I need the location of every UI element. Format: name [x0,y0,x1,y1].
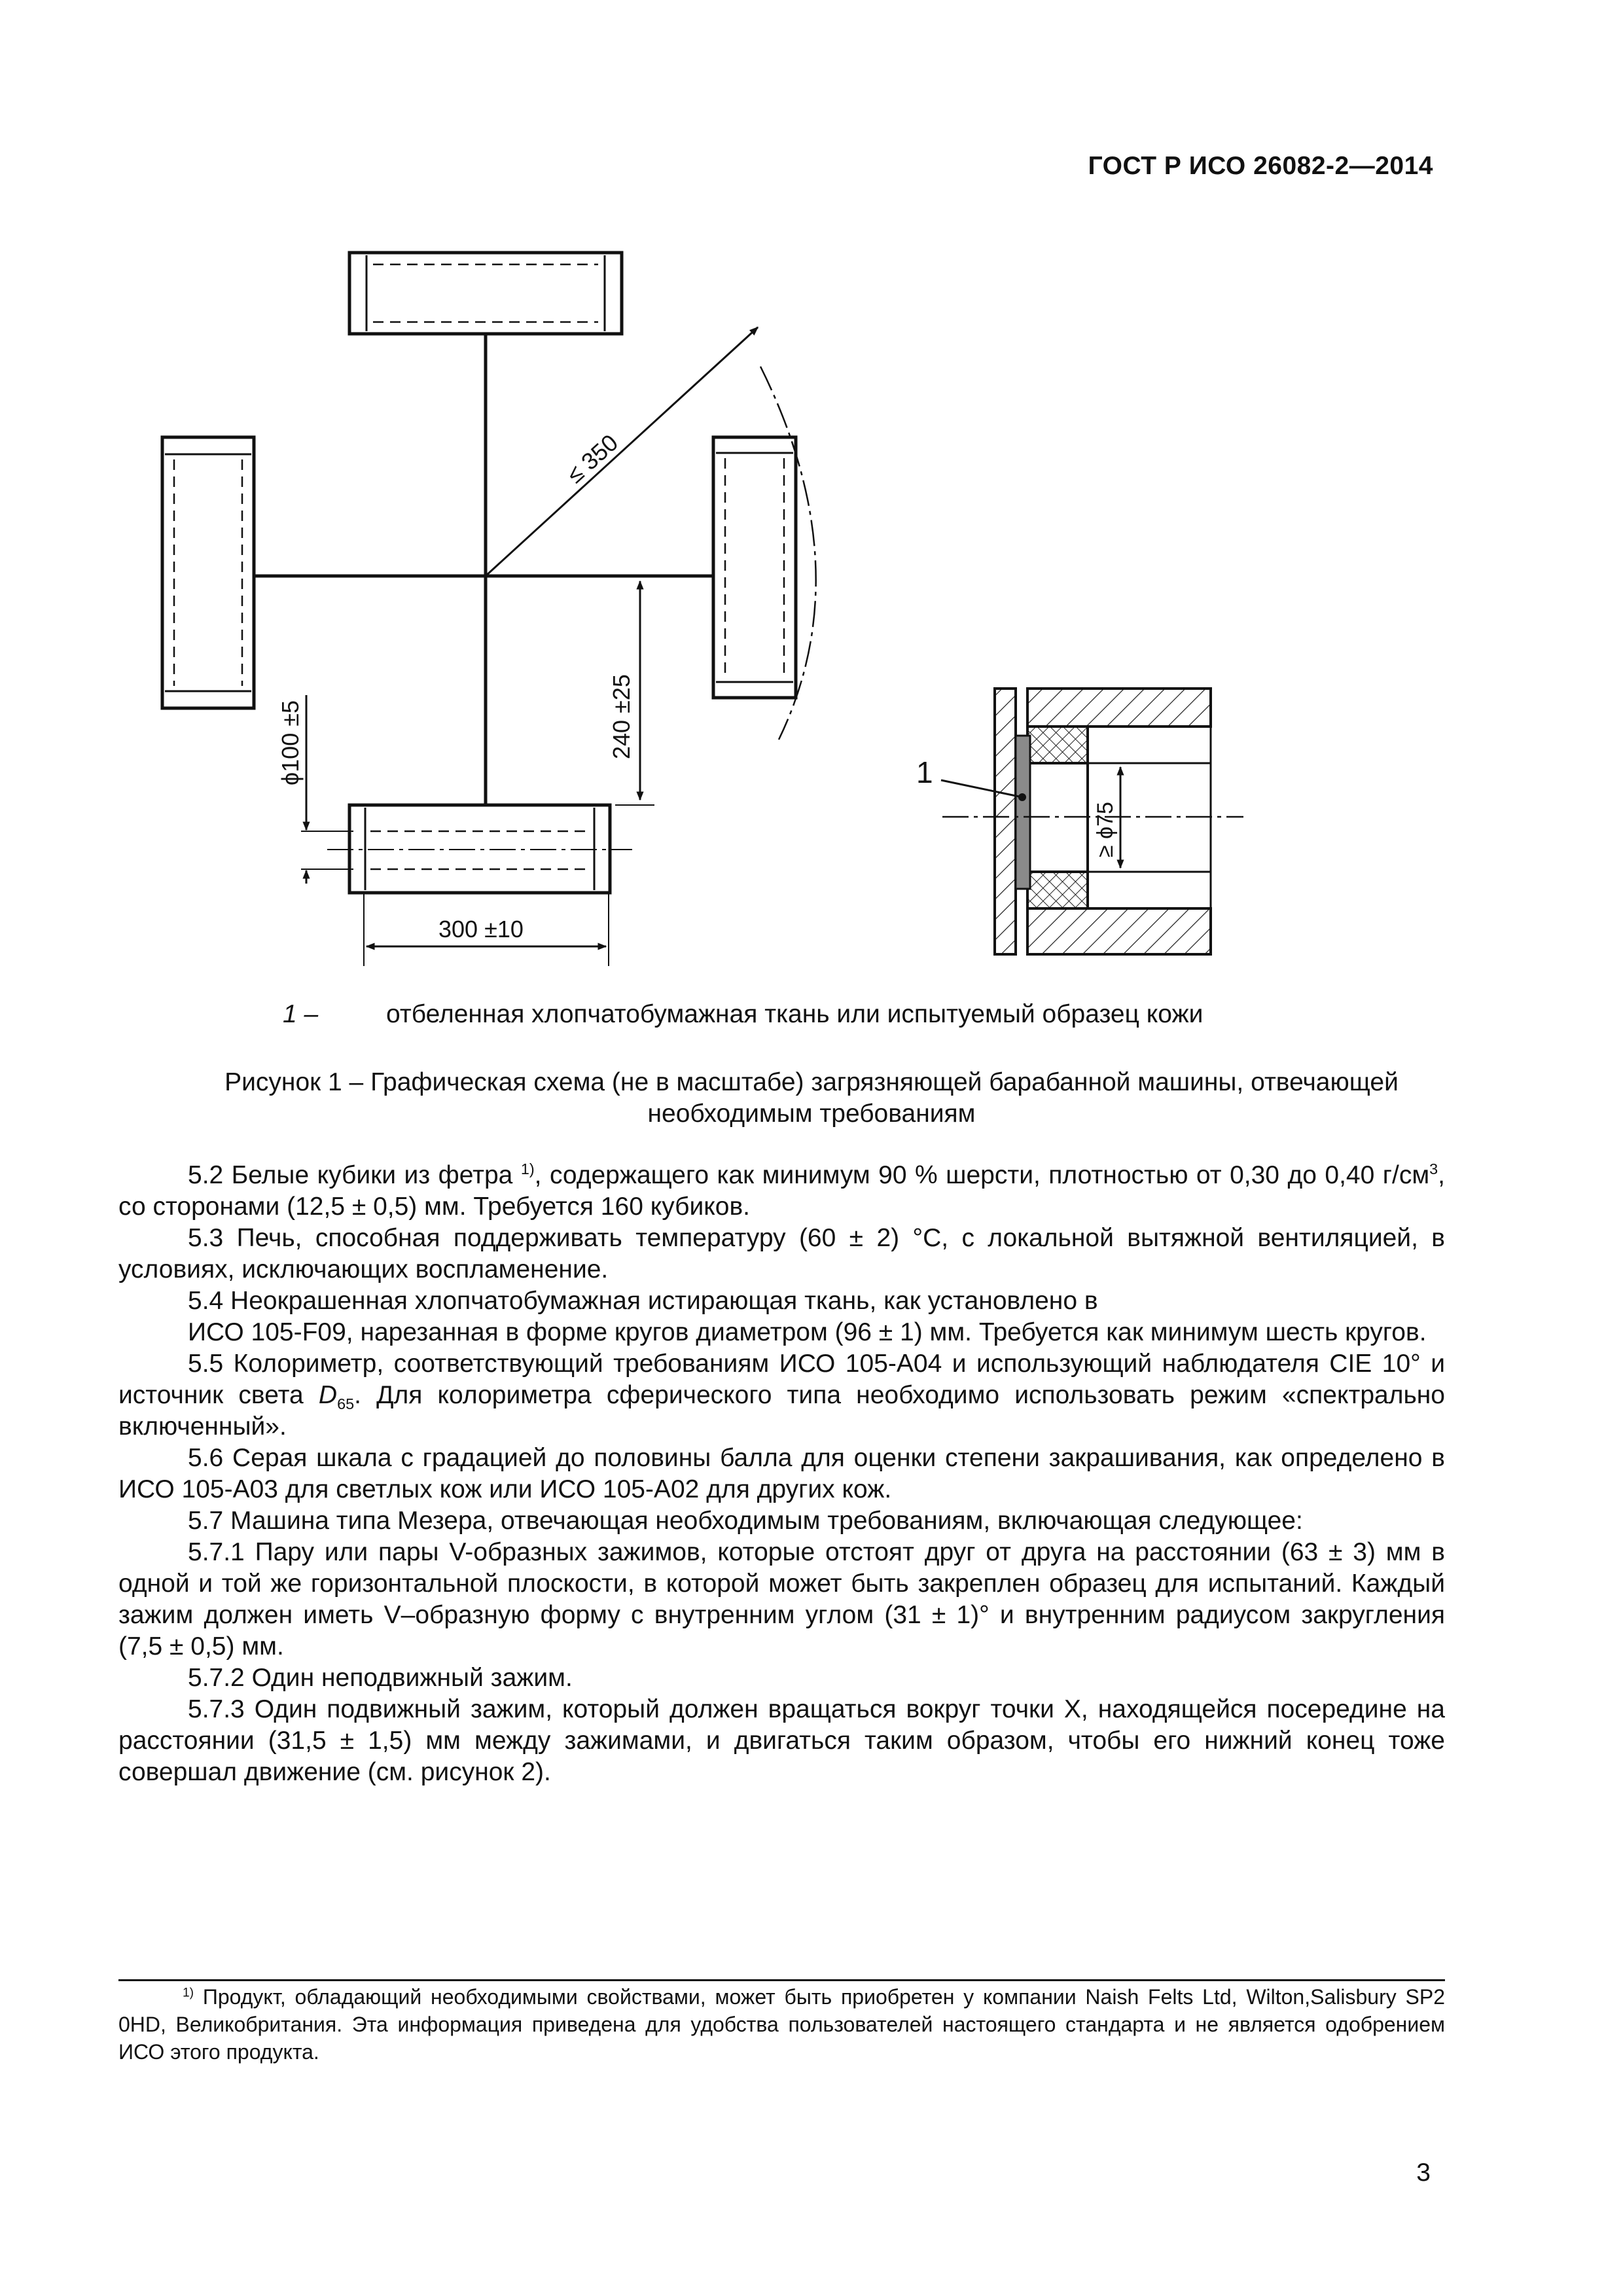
legend-number: 1 – [283,1000,319,1028]
page-number: 3 [1416,2159,1431,2187]
diameter-dimension [301,695,353,884]
clamp-section-drawing [916,689,1243,954]
footnote-text: Продукт, обладающий необходимыми свойствами, может быть приобретен у компании Naish Felts Ltd, Wilton,Salisbury SP2 0HD, Великобритания. Эта информация приведена для удобства пользователей настоящего стандарта и не является одобрением ИСО этого продукта. [118,1985,1445,2064]
body-text [118,1160,1445,1788]
footnote-marker: 1) [183,1986,194,2000]
clause-5-7-2: 5.7.2 Один неподвижный зажим. [188,1664,573,1692]
drum-bottom [327,805,632,893]
drum-right [713,437,796,698]
drum-machine-figure [0,0,1623,995]
clause-5-2: 5.2 Белые кубики из фетра $^{1)}$, содержащего как минимум 90 % шерсти, плотностью от 0,30 до 0,40 $г/см^3$, со сторонами (12,5 ± 0,5) мм. Требуется 160 кубиков. [118,1160,1445,1221]
footnote [118,1983,1445,2066]
clause-5-3: 5.3 Печь, способная поддерживать температуру (60 ± 2) °С, с локальной вытяжной вентиляцией, в условиях, исключающих воспламенение. [118,1224,1445,1283]
legend-text: отбеленная хлопчатобумажная ткань или испытуемый образец кожи [386,1000,1204,1028]
figure-legend [283,1000,1203,1029]
figure-caption [124,1067,1499,1130]
radius-label: ≤ 350 [561,429,624,488]
clamp-diameter-label: ≥ ϕ75 [1093,802,1118,857]
callout-number: 1 [916,755,933,789]
length-label: 300 ±10 [438,916,524,942]
clause-5-5: 5.5 Колориметр, соответствующий требованиям ИСО 105-А04 и использующий наблюдателя CIE 10° и источник света $D_{65}$. Для колориметра сферического типа необходимо использовать режим «спектрально включенный». [118,1350,1445,1441]
drum-top [349,253,622,334]
clause-5-6: 5.6 Серая шкала с градацией до половины балла для оценки степени закрашивания, как определено в ИСО 105-А03 для светлых кож или ИСО 105-А02 для других кож. [118,1444,1445,1503]
clause-5-7-1: 5.7.1 Пару или пары V-образных зажимов, которые отстоят друг от друга на расстоянии (63 ± 3) мм в одной и той же горизонтальной плоскости, в которой может быть закреплен образец для испытаний. Каждый зажим должен иметь V–образную форму с внутренним углом (31 ± 1)° и внутренним радиусом закругления (7,5 ± 0,5) мм. [118,1538,1445,1660]
footnote-ref[interactable]: 1) [520,1160,535,1177]
clause-5-4-line2: ИСО 105-F09, нарезанная в форме кругов диаметром (96 ± 1) мм. Требуется как минимум шесть кругов. [188,1318,1427,1346]
footnote-divider [118,1979,1445,1981]
clause-5-7: 5.7 Машина типа Мезера, отвечающая необходимым требованиям, включающая следующее: [188,1507,1303,1535]
drum-machine-drawing [162,253,816,966]
cross-shaft [254,334,713,805]
drum-left [162,437,254,708]
clause-5-4-line1: 5.4 Неокрашенная хлопчатобумажная истирающая ткань, как установлено в [188,1287,1098,1315]
caption-line-1: Рисунок 1 – Графическая схема (не в масштабе) загрязняющей барабанной машины, отвечающей [224,1068,1399,1096]
clause-5-7-3: 5.7.3 Один подвижный зажим, который должен вращаться вокруг точки X, находящейся посередине на расстоянии (31,5 ± 1,5) мм между зажимами, и двигаться таким образом, чтобы его нижний конец тоже совершал движение (см. рисунок 2). [118,1695,1445,1786]
document-code: ГОСТ Р ИСО 26082-2—2014 [1088,152,1433,180]
height-label: 240 ±25 [608,674,635,759]
diameter-label: ϕ100 ±5 [277,700,304,785]
caption-line-2: необходимым требованиям [647,1100,976,1128]
